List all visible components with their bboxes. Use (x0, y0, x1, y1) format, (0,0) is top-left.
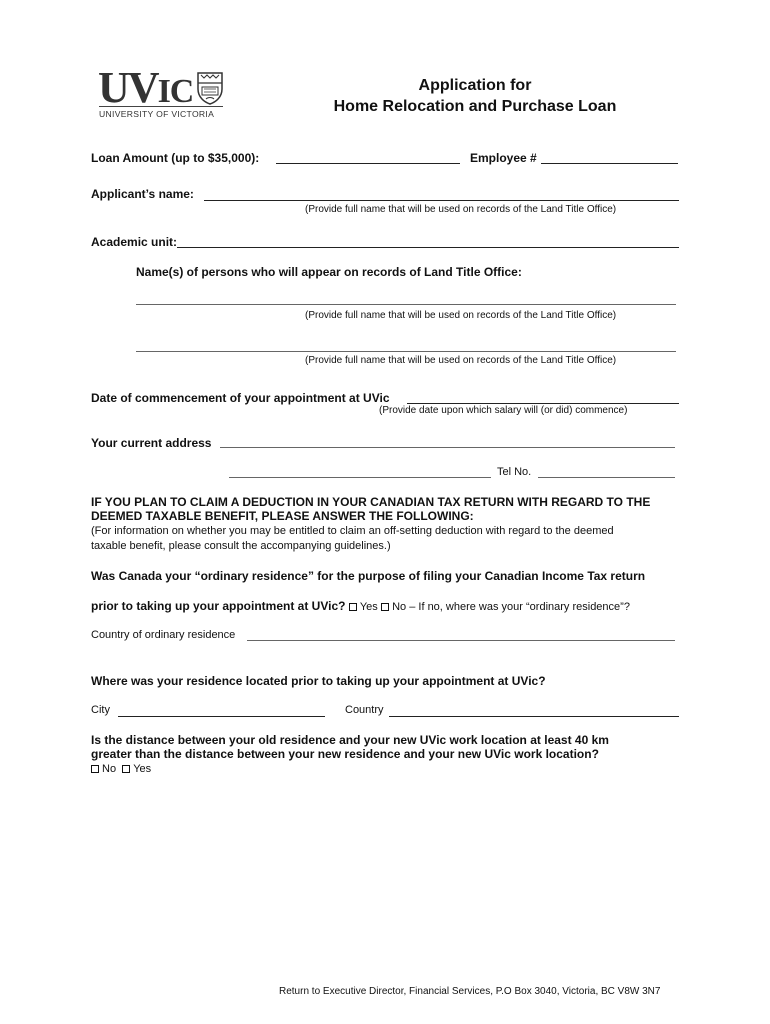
title-person-2-field[interactable] (136, 351, 676, 352)
current-address-line2-field[interactable] (229, 477, 491, 478)
deduction-info-line2: taxable benefit, please consult the accompanying guidelines.) (91, 540, 391, 552)
applicant-name-label: Applicant’s name: (91, 187, 194, 201)
academic-unit-label: Academic unit: (91, 235, 178, 249)
country-ordinary-residence-label: Country of ordinary residence (91, 629, 236, 641)
distance-question-line1: Is the distance between your old residence and your new UVic work location at least 40 km (91, 733, 609, 747)
commencement-date-label: Date of commencement of your appointment at UVic (91, 391, 390, 405)
tel-field[interactable] (538, 477, 675, 478)
distance-options (91, 763, 151, 775)
logo-wordmark: UVIC (98, 63, 194, 112)
title-person-1-field[interactable] (136, 304, 676, 305)
checkbox-icon[interactable] (91, 765, 99, 773)
logo-rule (99, 106, 223, 107)
employee-number-field[interactable] (541, 163, 678, 164)
prior-residence-question: Where was your residence located prior to taking up your appointment at UVic? (91, 674, 546, 688)
current-address-label: Your current address (91, 436, 212, 450)
checkbox-icon[interactable] (122, 765, 130, 773)
logo-subtitle: UNIVERSITY OF VICTORIA (99, 109, 215, 119)
city-label: City (91, 704, 110, 716)
form-title-line2: Home Relocation and Purchase Loan (333, 98, 617, 115)
deduction-heading-line2: DEEMED TAXABLE BENEFIT, PLEASE ANSWER THE FOLLOWING: (91, 509, 474, 523)
country-ordinary-residence-field[interactable] (247, 640, 675, 641)
current-address-line1-field[interactable] (220, 447, 675, 448)
q3-yes-option[interactable]: Yes (122, 763, 151, 775)
commencement-date-note: (Provide date upon which salary will (or did) commence) (379, 405, 628, 416)
return-address-footer: Return to Executive Director, Financial Services, P.O Box 3040, Victoria, BC V8W 3N7 (279, 986, 661, 997)
ordinary-residence-question-row (91, 599, 630, 613)
form-title-line1: Application for (418, 77, 532, 94)
deduction-heading-line1: IF YOU PLAN TO CLAIM A DEDUCTION IN YOUR CANADIAN TAX RETURN WITH REGARD TO THE (91, 495, 651, 509)
academic-unit-field[interactable] (177, 247, 679, 248)
ordinary-residence-question-line1: Was Canada your “ordinary residence” for the purpose of filing your Canadian Income Tax return (91, 569, 646, 583)
title-person-1-note: (Provide full name that will be used on records of the Land Title Office) (305, 310, 617, 321)
ordinary-residence-question-line2: prior to taking up your appointment at UVic? (91, 599, 346, 613)
crest-icon (196, 71, 224, 105)
title-person-2-note: (Provide full name that will be used on records of the Land Title Office) (305, 355, 617, 366)
country-label: Country (345, 704, 384, 716)
employee-number-label: Employee # (470, 151, 537, 165)
title-persons-label: Name(s) of persons who will appear on records of Land Title Office: (136, 265, 522, 279)
q1-yes-option[interactable]: Yes (349, 601, 378, 613)
loan-amount-label: Loan Amount (up to $35,000): (91, 151, 260, 165)
commencement-date-field[interactable] (407, 403, 679, 404)
applicant-name-note: (Provide full name that will be used on records of the Land Title Office) (305, 204, 617, 215)
country-field[interactable] (389, 716, 679, 717)
checkbox-icon[interactable] (349, 603, 357, 611)
city-field[interactable] (118, 716, 325, 717)
q1-no-option[interactable]: No – If no, where was your “ordinary residence”? (381, 601, 630, 613)
deduction-info-line1: (For information on whether you may be entitled to claim an off-setting deduction with regard to the deemed (91, 525, 614, 537)
applicant-name-field[interactable] (204, 200, 679, 201)
tel-label: Tel No. (497, 466, 532, 478)
distance-question-line2: greater than the distance between your new residence and your new UVic work location? (91, 747, 599, 761)
checkbox-icon[interactable] (381, 603, 389, 611)
loan-amount-field[interactable] (276, 163, 460, 164)
q3-no-option[interactable]: No (91, 763, 116, 775)
